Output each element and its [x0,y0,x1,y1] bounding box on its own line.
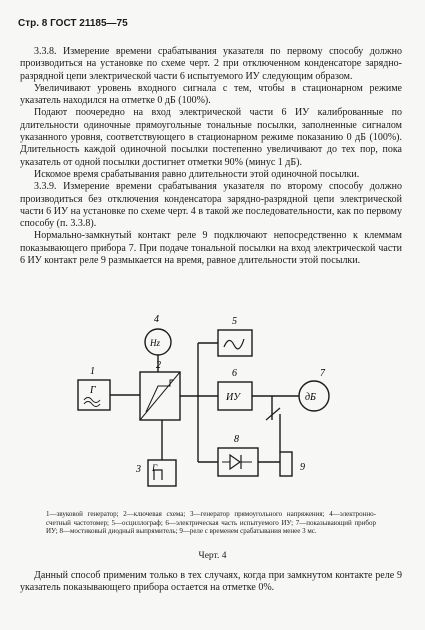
final-paragraph: Данный способ применим только в тех случаях, когда при замкнутом контакте реле 9 указатель показывающего прибора остается на отметке 0%. [20,570,402,594]
schematic-diagram [70,302,360,507]
num-6: 6 [232,368,237,379]
paragraph-3-3-9: 3.3.9. Измерение времени срабатывания указателя по второму способу должно производиться без отключения конденсатора зарядно-разрядной цепи электрической части 6 ИУ на установке по схеме черт. 4 в такой же последовательности, как по первому способу (п. 3.3.8). [20,181,402,230]
hz-label: Hz [150,338,161,348]
num-7: 7 [320,368,325,379]
figure-caption: 1—звуковой генератор; 2—ключевая схема; 3—генератор прямоугольного напряжения; 4—электронно-счетный частотомер; 5—осциллограф; 6—электрическая часть испытуемого ИУ; 7—показывающий прибор ИУ; 8—мостиковый диодный выпрямитель; 9—реле с временем срабатывания менее 3 мс. [46,510,376,536]
gen-label-1: Г [90,385,96,396]
block-9-relay [280,452,292,476]
iu-label: ИУ [226,392,240,403]
paragraph-relay: Нормально-замкнутый контакт реле 9 подключают непосредственно к клеммам показывающего прибора 7. При подаче тональной посылки на вход электрической части 6 ИУ контакт реле 9 размыкается на время, равное длительности этой посылки. [20,230,402,267]
gen-label-3: Г [152,463,158,473]
final-text [20,570,402,595]
figure-label: Черт. 4 [198,551,227,561]
paragraph-result: Искомое время срабатывания равно длительности этой одиночной посылки. [34,168,360,180]
paragraph-pulses: Подают поочередно на вход электрической части 6 ИУ калиброванные по длительности одиночные прямоугольные тональные посылки, заполненные сигналом указанного уровня, соответствующего в стационарном режиме показанию 0 дБ (100%). Длительность каждой одиночной посылки постепенно увеличивают до тех пор, пока указатель от одной посылки достигнет отметки 90% (минус 1 дБ). [20,107,402,168]
page-header: Стр. 8 ГОСТ 21185—75 [18,18,128,29]
num-8: 8 [234,434,239,445]
num-2: 2 [156,360,161,371]
paragraph-input-level: Увеличивают уровень входного сигнала с тем, чтобы в стационарном режиме указатель находился на отметке 0 дБ (100%). [20,82,402,107]
num-5: 5 [232,316,237,327]
block-5-oscilloscope [218,330,252,356]
num-1: 1 [90,366,95,377]
num-4: 4 [154,314,159,325]
num-9: 9 [300,462,305,473]
paragraph-3-3-8: 3.3.8. Измерение времени срабатывания указателя по первому способу должно производиться на установке по схеме черт. 2 при отключенном конденсаторе зарядно-разрядной цепи электрической части 6 испытуемого ИУ следующим образом. [20,46,402,82]
db-label: дБ [305,392,316,403]
num-3: 3 [136,464,141,475]
body-text [20,46,402,267]
